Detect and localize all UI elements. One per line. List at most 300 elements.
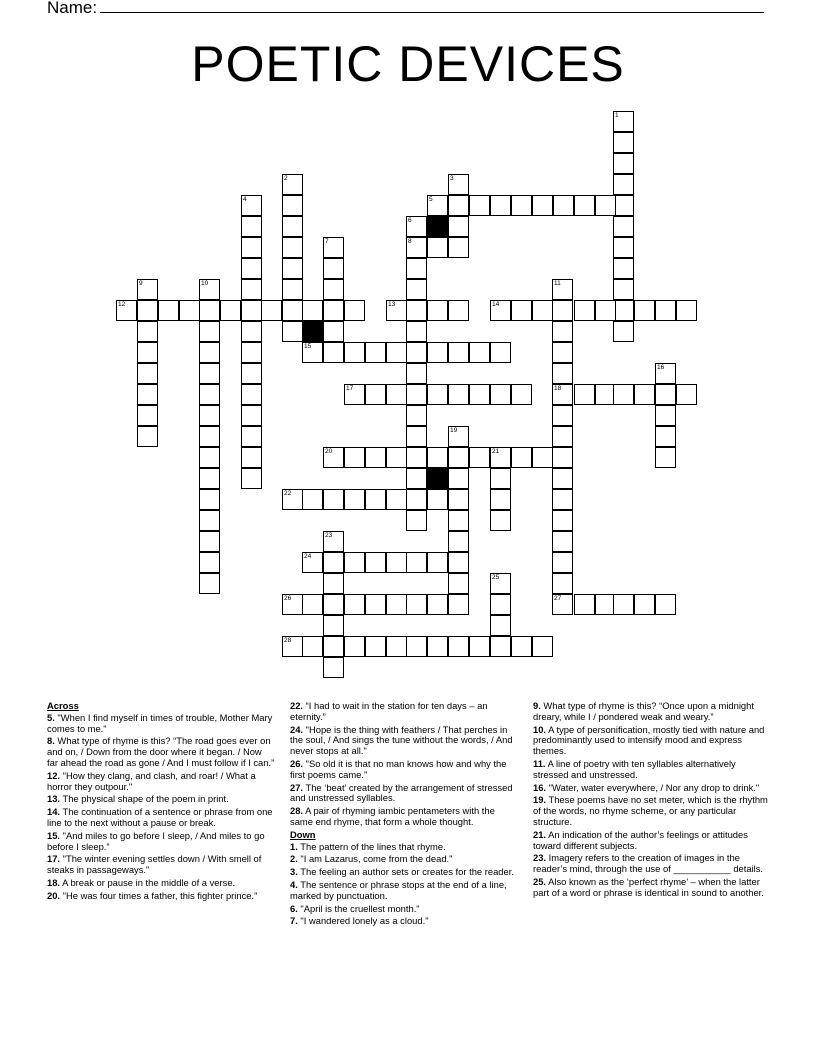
- grid-cell[interactable]: [574, 300, 595, 321]
- grid-cell[interactable]: [552, 426, 573, 447]
- grid-cell[interactable]: [490, 594, 511, 615]
- grid-cell[interactable]: [613, 258, 634, 279]
- grid-cell[interactable]: [282, 279, 303, 300]
- clue-number: 9.: [533, 700, 541, 711]
- grid-cell[interactable]: [241, 405, 262, 426]
- grid-cell[interactable]: [552, 405, 573, 426]
- clue-number: 6.: [290, 902, 298, 914]
- clue-number: 11: [554, 280, 561, 287]
- grid-cell[interactable]: [199, 384, 220, 405]
- grid-cell[interactable]: [448, 594, 469, 615]
- grid-cell[interactable]: [552, 531, 573, 552]
- grid-cell[interactable]: [199, 300, 220, 321]
- grid-cell[interactable]: [406, 384, 427, 405]
- grid-cell[interactable]: [241, 426, 262, 447]
- grid-cell[interactable]: [490, 636, 511, 657]
- grid-cell[interactable]: [137, 384, 158, 405]
- grid-cell[interactable]: [199, 405, 220, 426]
- grid-cell[interactable]: [199, 489, 220, 510]
- clue-item: [290, 783, 518, 805]
- grid-cell[interactable]: [344, 594, 365, 615]
- grid-cell[interactable]: [655, 594, 676, 615]
- grid-cell[interactable]: [448, 426, 469, 447]
- clue-text: "He was four times a father, this fighter prince.": [60, 889, 258, 901]
- grid-cell[interactable]: [406, 447, 427, 468]
- grid-cell[interactable]: [511, 300, 532, 321]
- grid-cell[interactable]: [137, 342, 158, 363]
- clue-text: What type of rhyme is this? “The road goes ever on and on, / Down from the door where it began. / Now far ahead the road as gone / And I must follow if I can.”: [47, 735, 275, 768]
- down-clue-list-continued: [533, 701, 769, 899]
- grid-cell[interactable]: [448, 384, 469, 405]
- across-heading: Across: [47, 700, 79, 711]
- grid-cell[interactable]: [241, 342, 262, 363]
- grid-cell[interactable]: [552, 300, 573, 321]
- grid-cell[interactable]: [302, 342, 323, 363]
- grid-cell[interactable]: [179, 300, 200, 321]
- grid-cell[interactable]: [574, 594, 595, 615]
- grid-cell[interactable]: [406, 510, 427, 531]
- grid-cell[interactable]: [448, 447, 469, 468]
- grid-cell[interactable]: [613, 195, 634, 216]
- grid-cell[interactable]: [613, 132, 634, 153]
- clue-number: 15: [304, 343, 312, 350]
- grid-cell[interactable]: [302, 489, 323, 510]
- grid-cell[interactable]: [552, 447, 573, 468]
- clue-item: [290, 867, 518, 878]
- clue-number: 5.: [47, 711, 55, 723]
- clue-item: [290, 904, 518, 915]
- clue-item: [290, 806, 518, 828]
- grid-cell[interactable]: [469, 195, 490, 216]
- grid-cell[interactable]: [552, 363, 573, 384]
- grid-cell[interactable]: [427, 300, 448, 321]
- grid-cell[interactable]: [323, 573, 344, 594]
- grid-cell[interactable]: [427, 237, 448, 258]
- grid-cell[interactable]: [282, 594, 303, 615]
- grid-cell[interactable]: [137, 426, 158, 447]
- grid-cell[interactable]: [406, 489, 427, 510]
- clue-item: [290, 701, 518, 723]
- grid-cell[interactable]: [448, 468, 469, 489]
- grid-cell[interactable]: [511, 636, 532, 657]
- grid-cell[interactable]: [386, 384, 407, 405]
- grid-cell[interactable]: [448, 531, 469, 552]
- grid-cell[interactable]: [676, 384, 697, 405]
- grid-cell[interactable]: [469, 384, 490, 405]
- grid-cell[interactable]: [448, 216, 469, 237]
- grid-cell[interactable]: [199, 531, 220, 552]
- grid-cell[interactable]: [323, 300, 344, 321]
- clue-text: An indication of the author’s feelings or attitudes toward different subjects.: [533, 828, 748, 851]
- grid-cell[interactable]: [552, 279, 573, 300]
- clue-item: [47, 771, 275, 793]
- grid-cell[interactable]: [282, 237, 303, 258]
- clue-text: "So old it is that no man knows how and why the first poems came.”: [290, 757, 507, 780]
- clue-number: 14.: [47, 806, 61, 818]
- grid-cell[interactable]: [386, 594, 407, 615]
- grid-cell[interactable]: [302, 552, 323, 573]
- grid-cell[interactable]: [302, 636, 323, 657]
- grid-cell[interactable]: [655, 405, 676, 426]
- grid-cell[interactable]: [595, 195, 616, 216]
- grid-cell[interactable]: [613, 174, 634, 195]
- grid-cell[interactable]: [241, 195, 262, 216]
- clue-number: 27: [554, 595, 562, 602]
- clue-item: [533, 795, 769, 827]
- grid-cell[interactable]: [241, 237, 262, 258]
- grid-cell[interactable]: [427, 447, 448, 468]
- grid-cell[interactable]: [490, 195, 511, 216]
- grid-cell[interactable]: [613, 237, 634, 258]
- clue-item: [533, 701, 769, 723]
- grid-cell[interactable]: [448, 510, 469, 531]
- grid-cell[interactable]: [241, 321, 262, 342]
- grid-cell[interactable]: [282, 321, 303, 342]
- grid-cell[interactable]: [365, 489, 386, 510]
- clue-number: 7.: [290, 915, 298, 927]
- grid-block: [302, 321, 323, 342]
- grid-cell[interactable]: [302, 594, 323, 615]
- grid-cell[interactable]: [552, 510, 573, 531]
- grid-cell[interactable]: [490, 384, 511, 405]
- clue-number: 19.: [533, 794, 547, 806]
- grid-cell[interactable]: [344, 552, 365, 573]
- grid-cell[interactable]: [448, 342, 469, 363]
- clue-number: 12.: [47, 769, 61, 781]
- grid-cell[interactable]: [282, 636, 303, 657]
- grid-cell[interactable]: [552, 594, 573, 615]
- grid-cell[interactable]: [241, 258, 262, 279]
- grid-cell[interactable]: [490, 510, 511, 531]
- clue-number: 12: [118, 301, 126, 308]
- grid-cell[interactable]: [365, 384, 386, 405]
- grid-cell[interactable]: [613, 111, 634, 132]
- across-clue-list: [47, 713, 275, 902]
- clue-number: 23.: [533, 852, 547, 864]
- grid-cell[interactable]: [323, 531, 344, 552]
- grid-cell[interactable]: [199, 426, 220, 447]
- grid-cell[interactable]: [532, 195, 553, 216]
- grid-cell[interactable]: [282, 300, 303, 321]
- grid-cell[interactable]: [427, 489, 448, 510]
- grid-cell[interactable]: [490, 468, 511, 489]
- clue-number: 2.: [290, 853, 298, 865]
- grid-cell[interactable]: [137, 321, 158, 342]
- grid-cell[interactable]: [448, 237, 469, 258]
- clue-text: The pattern of the lines that rhyme.: [297, 840, 446, 852]
- grid-cell[interactable]: [427, 195, 448, 216]
- clue-item: [533, 759, 769, 781]
- grid-cell[interactable]: [613, 279, 634, 300]
- grid-cell[interactable]: [323, 489, 344, 510]
- grid-cell[interactable]: [241, 468, 262, 489]
- clue-item: [290, 842, 518, 853]
- name-label: Name:: [47, 0, 98, 17]
- clue-number: 16.: [533, 781, 547, 793]
- grid-cell[interactable]: [199, 573, 220, 594]
- clue-item: [47, 891, 275, 902]
- grid-cell[interactable]: [241, 447, 262, 468]
- grid-cell[interactable]: [241, 216, 262, 237]
- grid-cell[interactable]: [469, 636, 490, 657]
- grid-cell[interactable]: [552, 573, 573, 594]
- clue-number: 17: [346, 385, 354, 392]
- grid-cell[interactable]: [613, 216, 634, 237]
- grid-cell[interactable]: [655, 426, 676, 447]
- grid-cell[interactable]: [199, 321, 220, 342]
- clue-item: [290, 725, 518, 757]
- clue-text: Imagery refers to the creation of images in the reader’s mind, through the use of ___________ details.: [533, 852, 764, 875]
- grid-cell[interactable]: [427, 342, 448, 363]
- grid-cell[interactable]: [574, 195, 595, 216]
- clue-text: A pair of rhyming iambic pentameters with the same end rhyme, that form a whole thought.: [290, 805, 495, 827]
- grid-cell[interactable]: [386, 552, 407, 573]
- grid-cell[interactable]: [490, 489, 511, 510]
- grid-cell[interactable]: [199, 468, 220, 489]
- grid-cell[interactable]: [241, 363, 262, 384]
- clue-text: A line of poetry with ten syllables alternatively stressed and unstressed.: [533, 757, 736, 780]
- grid-cell[interactable]: [448, 489, 469, 510]
- grid-cell[interactable]: [323, 342, 344, 363]
- grid-cell[interactable]: [448, 552, 469, 573]
- grid-cell[interactable]: [323, 321, 344, 342]
- grid-cell[interactable]: [634, 594, 655, 615]
- grid-cell[interactable]: [344, 489, 365, 510]
- grid-cell[interactable]: [469, 342, 490, 363]
- clue-number: 14: [492, 301, 500, 308]
- grid-cell[interactable]: [406, 258, 427, 279]
- grid-cell[interactable]: [655, 384, 676, 405]
- grid-cell[interactable]: [552, 468, 573, 489]
- grid-cell[interactable]: [490, 342, 511, 363]
- grid-cell[interactable]: [282, 216, 303, 237]
- grid-cell[interactable]: [406, 405, 427, 426]
- grid-cell[interactable]: [406, 300, 427, 321]
- grid-cell[interactable]: [511, 195, 532, 216]
- clue-number: 21: [492, 448, 500, 455]
- grid-cell[interactable]: [406, 426, 427, 447]
- grid-cell[interactable]: [490, 447, 511, 468]
- clue-number: 10: [201, 280, 209, 287]
- clue-item: [47, 807, 275, 829]
- grid-cell[interactable]: [613, 300, 634, 321]
- grid-cell[interactable]: [406, 468, 427, 489]
- clue-item: [47, 831, 275, 853]
- clue-number: 24.: [290, 723, 304, 735]
- grid-cell[interactable]: [386, 300, 407, 321]
- clue-item: [47, 878, 275, 889]
- grid-cell[interactable]: [241, 384, 262, 405]
- grid-cell[interactable]: [613, 384, 634, 405]
- clue-number: 19: [450, 427, 458, 434]
- grid-cell[interactable]: [199, 279, 220, 300]
- grid-cell[interactable]: [344, 636, 365, 657]
- grid-cell[interactable]: [490, 615, 511, 636]
- clue-number: 18: [554, 385, 562, 392]
- grid-cell[interactable]: [137, 300, 158, 321]
- grid-cell[interactable]: [365, 342, 386, 363]
- grid-cell[interactable]: [448, 300, 469, 321]
- grid-cell[interactable]: [323, 258, 344, 279]
- grid-cell[interactable]: [427, 594, 448, 615]
- grid-cell[interactable]: [406, 216, 427, 237]
- grid-cell[interactable]: [613, 153, 634, 174]
- grid-cell[interactable]: [613, 321, 634, 342]
- clue-text: The physical shape of the poem in print.: [60, 793, 229, 805]
- grid-cell[interactable]: [532, 636, 553, 657]
- clues-column-3: [533, 701, 769, 901]
- grid-cell[interactable]: [282, 258, 303, 279]
- grid-cell[interactable]: [199, 342, 220, 363]
- grid-cell[interactable]: [406, 363, 427, 384]
- grid-cell[interactable]: [634, 384, 655, 405]
- grid-cell[interactable]: [406, 636, 427, 657]
- grid-cell[interactable]: [552, 321, 573, 342]
- grid-cell[interactable]: [282, 489, 303, 510]
- clue-number: 16: [657, 364, 665, 371]
- grid-block: [427, 216, 448, 237]
- grid-cell[interactable]: [406, 321, 427, 342]
- grid-cell[interactable]: [634, 300, 655, 321]
- grid-cell[interactable]: [323, 615, 344, 636]
- grid-cell[interactable]: [344, 300, 365, 321]
- grid-cell[interactable]: [490, 573, 511, 594]
- clue-number: 23: [325, 532, 333, 539]
- grid-cell[interactable]: [427, 384, 448, 405]
- grid-cell[interactable]: [386, 636, 407, 657]
- clue-text: A break or pause in the middle of a verse.: [60, 876, 236, 888]
- grid-cell[interactable]: [199, 510, 220, 531]
- clue-number: 2: [284, 175, 288, 182]
- grid-cell[interactable]: [448, 195, 469, 216]
- grid-cell[interactable]: [323, 237, 344, 258]
- grid-cell[interactable]: [365, 594, 386, 615]
- grid-cell[interactable]: [323, 657, 344, 678]
- clue-item: [290, 880, 518, 902]
- grid-cell[interactable]: [655, 300, 676, 321]
- clue-number: 28.: [290, 805, 304, 817]
- grid-cell[interactable]: [302, 300, 323, 321]
- clue-number: 3: [450, 175, 454, 182]
- clue-text: The feeling an author sets or creates for the reader.: [297, 866, 514, 878]
- grid-cell[interactable]: [427, 636, 448, 657]
- grid-cell[interactable]: [323, 594, 344, 615]
- clue-text: "Water, water everywhere, / Nor any drop to drink.": [546, 781, 760, 793]
- clue-item: [533, 783, 769, 794]
- grid-cell[interactable]: [137, 279, 158, 300]
- clue-number: 22: [284, 490, 292, 497]
- grid-cell[interactable]: [595, 300, 616, 321]
- clue-text: "The winter evening settles down / With smell of steaks in passageways.": [47, 853, 262, 876]
- grid-cell[interactable]: [137, 363, 158, 384]
- clue-item: [47, 736, 275, 768]
- clue-number: 25.: [533, 875, 547, 887]
- grid-cell[interactable]: [241, 300, 262, 321]
- grid-cell[interactable]: [344, 447, 365, 468]
- grid-cell[interactable]: [282, 195, 303, 216]
- clue-number: 7: [325, 238, 329, 245]
- grid-cell[interactable]: [552, 489, 573, 510]
- grid-cell[interactable]: [365, 552, 386, 573]
- grid-cell[interactable]: [406, 594, 427, 615]
- grid-cell[interactable]: [655, 447, 676, 468]
- clue-number: 11.: [533, 757, 546, 769]
- grid-cell[interactable]: [406, 552, 427, 573]
- grid-cell[interactable]: [676, 300, 697, 321]
- grid-cell[interactable]: [448, 174, 469, 195]
- grid-cell[interactable]: [199, 363, 220, 384]
- grid-cell[interactable]: [552, 384, 573, 405]
- grid-cell[interactable]: [448, 573, 469, 594]
- grid-cell[interactable]: [137, 405, 158, 426]
- grid-cell[interactable]: [323, 279, 344, 300]
- grid-cell[interactable]: [511, 447, 532, 468]
- grid-cell[interactable]: [261, 300, 282, 321]
- grid-cell[interactable]: [552, 342, 573, 363]
- clue-number: 25: [492, 574, 500, 581]
- page-title: POETIC DEVICES: [191, 36, 625, 92]
- grid-cell[interactable]: [323, 636, 344, 657]
- grid-cell[interactable]: [574, 384, 595, 405]
- clue-text: A type of personification, mostly tied with nature and predominantly used to intensify mood and express themes.: [533, 723, 765, 757]
- grid-cell[interactable]: [323, 552, 344, 573]
- grid-cell[interactable]: [323, 447, 344, 468]
- grid-cell[interactable]: [199, 552, 220, 573]
- grid-cell[interactable]: [406, 237, 427, 258]
- grid-cell[interactable]: [158, 300, 179, 321]
- down-heading: Down: [290, 828, 316, 840]
- clue-item: [533, 830, 769, 852]
- clue-text: "Hope is the thing with feathers / That perches in the soul, / And sings the tune without the words, / And never stops at all.": [290, 723, 513, 757]
- clue-number: 15.: [47, 829, 61, 841]
- grid-cell[interactable]: [365, 636, 386, 657]
- grid-cell[interactable]: [282, 174, 303, 195]
- grid-cell[interactable]: [406, 279, 427, 300]
- clue-number: 17.: [47, 853, 61, 865]
- grid-cell[interactable]: [220, 300, 241, 321]
- clues-column-1: [47, 701, 275, 904]
- grid-cell[interactable]: [613, 594, 634, 615]
- grid-cell[interactable]: [532, 300, 553, 321]
- grid-cell[interactable]: [427, 552, 448, 573]
- grid-cell[interactable]: [386, 447, 407, 468]
- grid-cell[interactable]: [386, 342, 407, 363]
- grid-cell[interactable]: [344, 384, 365, 405]
- grid-cell[interactable]: [655, 363, 676, 384]
- clue-number: 5: [429, 196, 433, 203]
- grid-cell[interactable]: [344, 342, 365, 363]
- grid-cell[interactable]: [406, 342, 427, 363]
- clue-text: "And miles to go before I sleep, / And miles to go before I sleep.”: [47, 829, 265, 852]
- grid-cell[interactable]: [116, 300, 137, 321]
- grid-cell[interactable]: [469, 447, 490, 468]
- grid-cell[interactable]: [199, 447, 220, 468]
- grid-cell[interactable]: [448, 636, 469, 657]
- grid-cell[interactable]: [241, 279, 262, 300]
- grid-cell[interactable]: [553, 195, 574, 216]
- grid-cell[interactable]: [511, 384, 532, 405]
- grid-cell[interactable]: [552, 552, 573, 573]
- grid-cell[interactable]: [386, 489, 407, 510]
- clue-number: 3.: [290, 866, 298, 878]
- clue-item: [290, 854, 518, 865]
- clue-number: 10.: [533, 723, 547, 735]
- clue-number: 26.: [290, 757, 304, 769]
- grid-cell[interactable]: [365, 447, 386, 468]
- clue-number: 20.: [47, 889, 61, 901]
- grid-cell[interactable]: [490, 300, 511, 321]
- grid-cell[interactable]: [532, 447, 553, 468]
